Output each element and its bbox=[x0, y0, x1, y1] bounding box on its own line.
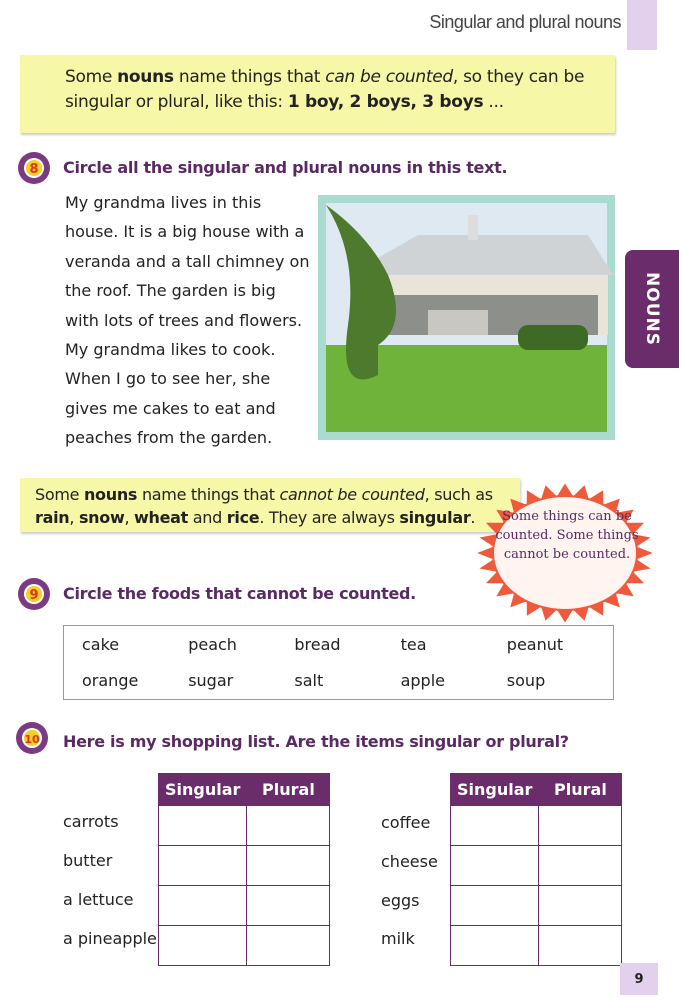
question-8-badge-icon bbox=[17, 151, 51, 185]
item-label: coffee bbox=[381, 813, 431, 832]
svg-text:8: 8 bbox=[29, 162, 39, 177]
answer-cell[interactable] bbox=[539, 806, 622, 846]
page-header: Singular and plural nouns bbox=[429, 12, 621, 32]
question-8-text: My grandma lives in this house. It is a big house with a veranda and a tall chimney on the roof. The garden is big with lots of trees and flowers. My grandma likes to cook. When I go to see her, she gives me cakes to eat and peaches from the garden. bbox=[65, 193, 310, 448]
answer-cell[interactable] bbox=[539, 926, 622, 966]
item-label: a pineapple bbox=[63, 929, 157, 948]
item-label: eggs bbox=[381, 891, 420, 910]
item-label: butter bbox=[63, 851, 113, 870]
answer-cell[interactable] bbox=[451, 806, 539, 846]
item-label: carrots bbox=[63, 812, 119, 831]
question-9-instruction: Circle the foods that cannot be counted. bbox=[63, 584, 416, 603]
col-plural: Plural bbox=[247, 774, 330, 806]
question-10-instruction: Here is my shopping list. Are the items singular or plural? bbox=[63, 732, 569, 751]
food-item[interactable]: bread bbox=[294, 634, 341, 654]
col-singular: Singular bbox=[159, 774, 247, 806]
answer-cell[interactable] bbox=[451, 926, 539, 966]
col-singular: Singular bbox=[451, 774, 539, 806]
col-plural: Plural bbox=[539, 774, 622, 806]
food-item[interactable]: peach bbox=[188, 634, 237, 654]
food-item[interactable]: apple bbox=[400, 671, 445, 691]
answer-cell[interactable] bbox=[451, 886, 539, 926]
shopping-table-left bbox=[158, 773, 330, 966]
item-label: a lettuce bbox=[63, 890, 134, 909]
info-box-uncountable: Some nouns name things that cannot be counted, such as rain, snow, wheat and rice. They are always singular. bbox=[20, 478, 520, 532]
answer-cell[interactable] bbox=[539, 846, 622, 886]
info-box-countable: Some nouns name things that can be counted, so they can be singular or plural, like this: 1 boy, 2 boys, 3 boys ... bbox=[20, 55, 615, 133]
header-accent bbox=[627, 0, 657, 50]
page-number: 9 bbox=[620, 963, 658, 995]
answer-cell[interactable] bbox=[247, 886, 330, 926]
food-item[interactable]: orange bbox=[82, 671, 139, 691]
food-item[interactable]: cake bbox=[82, 634, 120, 654]
svg-text:10: 10 bbox=[24, 733, 40, 746]
foods-box bbox=[63, 625, 614, 700]
answer-cell[interactable] bbox=[159, 846, 247, 886]
answer-cell[interactable] bbox=[247, 806, 330, 846]
section-tab-nouns[interactable]: NOUNS bbox=[625, 250, 679, 368]
food-item[interactable]: sugar bbox=[188, 671, 234, 691]
food-item[interactable]: tea bbox=[400, 634, 427, 654]
question-9-badge-icon bbox=[17, 577, 51, 611]
question-8-instruction: Circle all the singular and plural nouns in this text. bbox=[63, 158, 508, 177]
svg-text:9: 9 bbox=[29, 588, 39, 603]
answer-cell[interactable] bbox=[247, 926, 330, 966]
item-label: milk bbox=[381, 929, 415, 948]
food-item[interactable]: soup bbox=[506, 671, 546, 691]
item-label: cheese bbox=[381, 852, 438, 871]
callout-text: Some things can be counted. Some things cannot be counted. bbox=[495, 509, 639, 562]
food-item[interactable]: salt bbox=[294, 671, 324, 691]
answer-cell[interactable] bbox=[539, 886, 622, 926]
question-10-badge-icon bbox=[15, 721, 49, 755]
shopping-table-right bbox=[450, 773, 622, 966]
food-item[interactable]: peanut bbox=[506, 634, 564, 654]
answer-cell[interactable] bbox=[159, 886, 247, 926]
house-photo bbox=[318, 195, 615, 440]
answer-cell[interactable] bbox=[159, 806, 247, 846]
answer-cell[interactable] bbox=[247, 846, 330, 886]
answer-cell[interactable] bbox=[159, 926, 247, 966]
answer-cell[interactable] bbox=[451, 846, 539, 886]
